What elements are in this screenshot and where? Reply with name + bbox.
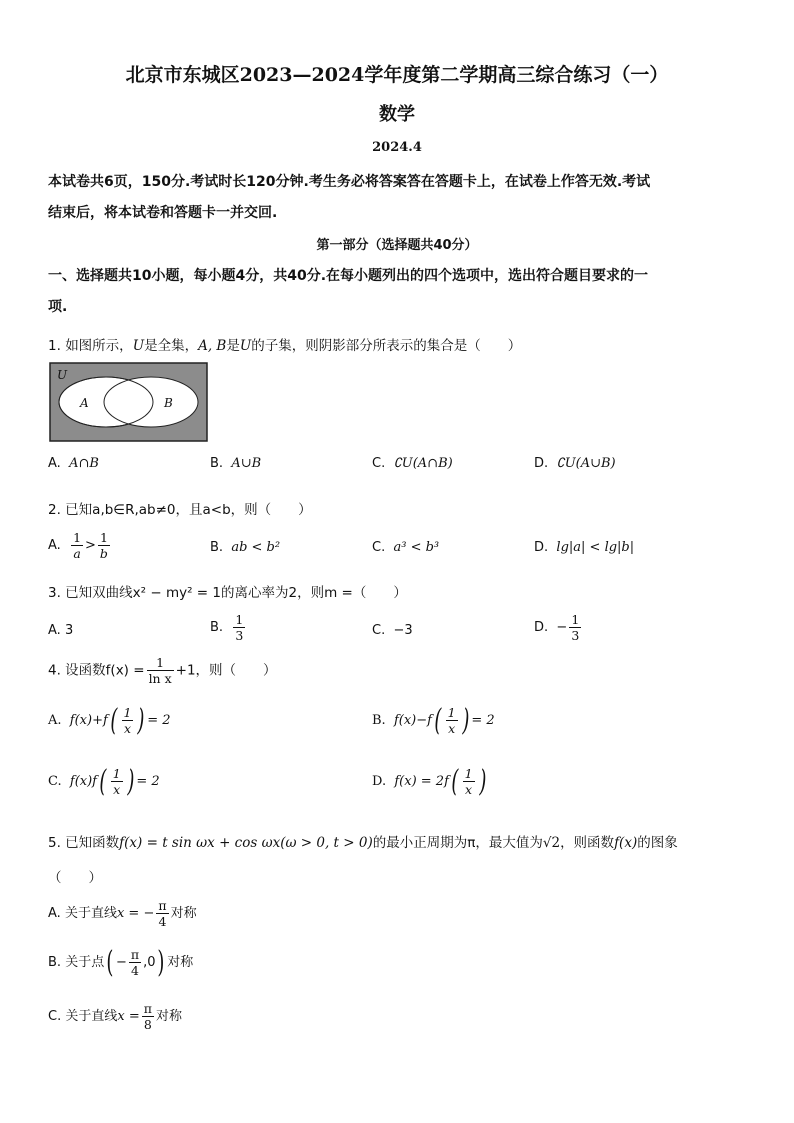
q3-option-d[interactable]: [534, 612, 583, 643]
stem-text: 5. 已知函数: [48, 835, 120, 851]
q1-option-d[interactable]: [534, 456, 616, 471]
option-letter: B.: [210, 540, 224, 555]
option-letter: D.: [372, 774, 387, 789]
question-5-stem: [48, 831, 678, 851]
option-text: ∁U(A∩B): [393, 456, 453, 471]
option-text: f(x)f: [69, 774, 97, 789]
q2-option-a[interactable]: [48, 530, 112, 561]
stem-text: 如图所示，: [65, 338, 133, 354]
option-text: f(x)−f: [393, 713, 432, 728]
option-letter: B.: [210, 620, 224, 635]
option-text: −3: [393, 623, 413, 638]
option-text: A∪B: [231, 456, 262, 471]
q2-option-c[interactable]: [372, 540, 439, 555]
q1-option-b[interactable]: [210, 456, 261, 471]
minus-sign: −: [556, 620, 568, 635]
option-letter: A.: [48, 713, 62, 728]
option-text: ab < b²: [231, 540, 281, 555]
subject-title: 数学: [379, 104, 415, 125]
option-text: = 2: [471, 713, 495, 728]
venn-label-A: A: [80, 396, 89, 410]
math: −: [115, 955, 127, 970]
question-4-stem: [48, 655, 277, 686]
option-text: ∁U(A∪B): [556, 456, 616, 471]
option-text: 3: [64, 623, 74, 638]
venn-label-B: B: [164, 396, 173, 410]
fraction: $\frac{1}{\text{ln x}}$: [148, 655, 172, 686]
exam-title: 北京市东城区2023—2024学年度第二学期高三综合练习（一）: [125, 64, 669, 86]
question-5-answer-paren: （ ）: [48, 870, 102, 886]
option-letter: B.: [372, 713, 386, 728]
option-text: = 2: [136, 774, 160, 789]
q4-option-d[interactable]: D. f(x) = 2f( $\frac{1}{x}$ ): [372, 763, 486, 799]
q3-option-a[interactable]: [48, 623, 73, 638]
option-letter: A.: [48, 906, 61, 921]
set-B-ellipse: [104, 377, 198, 427]
option-letter: C.: [372, 623, 386, 638]
sqrt-two: √2: [542, 835, 561, 851]
section-instructions-line-1: 一、选择题共10小题，每小题4分，共40分.在每小题列出的四个选项中，选出符合题目要求的一: [48, 268, 649, 284]
question-number: 1.: [48, 338, 61, 354]
instructions-line-2: 结束后，将本试卷和答题卡一并交回.: [48, 205, 278, 221]
part1-heading: 第一部分（选择题共40分）: [316, 238, 478, 253]
option-text: 关于点: [65, 955, 105, 970]
q5-option-c[interactable]: C. 关于直线x = $\frac{\pi}{8}$ 对称: [48, 1001, 182, 1032]
option-text: a³ < b³: [393, 540, 440, 555]
q5-option-b[interactable]: B. 关于点( − $\frac{\pi}{4}$ ,0) 对称: [48, 944, 194, 980]
q2-option-b[interactable]: [210, 540, 280, 555]
q4-option-a[interactable]: A. f(x)+f( $\frac{1}{x}$ ) = 2: [48, 702, 171, 738]
exam-date: 2024.4: [372, 140, 422, 155]
q3-option-b[interactable]: [210, 612, 247, 643]
venn-label-U: U: [57, 368, 68, 382]
math: x = −: [116, 906, 155, 921]
gt-sign: >: [85, 538, 96, 553]
q4-option-c[interactable]: C. f(x)f( $\frac{1}{x}$ ) = 2: [48, 763, 160, 799]
question-1-stem: [48, 334, 521, 354]
option-letter: A.: [48, 456, 61, 471]
option-letter: B.: [48, 955, 62, 970]
question-2-stem: 2. 已知a,b∈R,ab≠0，且a<b，则（ ）: [48, 502, 312, 518]
function-expression: f(x) = t sin ωx + cos ωx(ω > 0, t > 0): [119, 835, 373, 851]
math: x =: [117, 1009, 140, 1024]
option-letter: D.: [534, 620, 549, 635]
option-text: A∩B: [69, 456, 99, 471]
option-text: 关于直线: [65, 1009, 118, 1024]
option-text: = 2: [147, 713, 171, 728]
option-letter: A.: [48, 623, 61, 638]
option-letter: D.: [534, 456, 549, 471]
math-AB: A, B: [198, 338, 227, 354]
section-instructions-line-2: 项.: [48, 299, 68, 315]
stem-text: 4. 设函数f(x) =: [48, 662, 145, 679]
q5-option-a[interactable]: A. 关于直线x = − $\frac{\pi}{4}$ 对称: [48, 898, 197, 929]
stem-text: 是: [226, 338, 240, 354]
stem-text: 的图象: [637, 835, 678, 851]
stem-text: +1，则（ ）: [175, 662, 277, 679]
option-letter: B.: [210, 456, 224, 471]
fraction: $\frac{1}{b}$: [99, 530, 108, 561]
q1-option-c[interactable]: [372, 456, 453, 471]
option-letter: C.: [372, 540, 386, 555]
venn-diagram: [49, 362, 208, 442]
option-text: 关于直线: [64, 906, 117, 921]
option-letter: C.: [48, 1009, 62, 1024]
option-text: 对称: [167, 955, 194, 970]
question-3-stem: 3. 已知双曲线x² − my² = 1的离心率为2，则m =（ ）: [48, 585, 407, 601]
q3-option-c[interactable]: [372, 623, 413, 638]
fraction: $\frac{1}{3}$: [571, 612, 580, 643]
option-letter: D.: [534, 540, 549, 555]
stem-text: 的子集，则阴影部分所表示的集合是（ ）: [251, 338, 522, 354]
option-text: 对称: [170, 906, 197, 921]
math-U: U: [132, 338, 145, 354]
q2-option-d[interactable]: [534, 540, 634, 555]
option-text: f(x)+f: [69, 713, 108, 728]
math: ,0: [143, 955, 156, 970]
option-text: 对称: [155, 1009, 182, 1024]
option-letter: C.: [372, 456, 386, 471]
option-text: lg|a| < lg|b|: [556, 540, 635, 555]
instructions-line-1: 本试卷共6页，150分.考试时长120分钟.考生务必将答案答在答题卡上，在试卷上作答无效.考试: [48, 174, 651, 190]
fraction: $\frac{1}{3}$: [235, 612, 244, 643]
option-text: f(x) = 2f: [394, 774, 449, 789]
stem-text: ，则函数: [560, 835, 615, 851]
option-letter: A.: [48, 538, 61, 553]
option-letter: C.: [48, 774, 62, 789]
fraction: $\frac{1}{a}$: [73, 530, 82, 561]
math-U: U: [239, 338, 252, 354]
function-name: f(x): [614, 835, 638, 851]
q4-option-b[interactable]: B. f(x)−f( $\frac{1}{x}$ ) = 2: [372, 702, 495, 738]
stem-text: 是全集，: [144, 338, 199, 354]
q1-option-a[interactable]: [48, 456, 99, 471]
stem-text: 的最小正周期为π，最大值为: [372, 835, 543, 851]
